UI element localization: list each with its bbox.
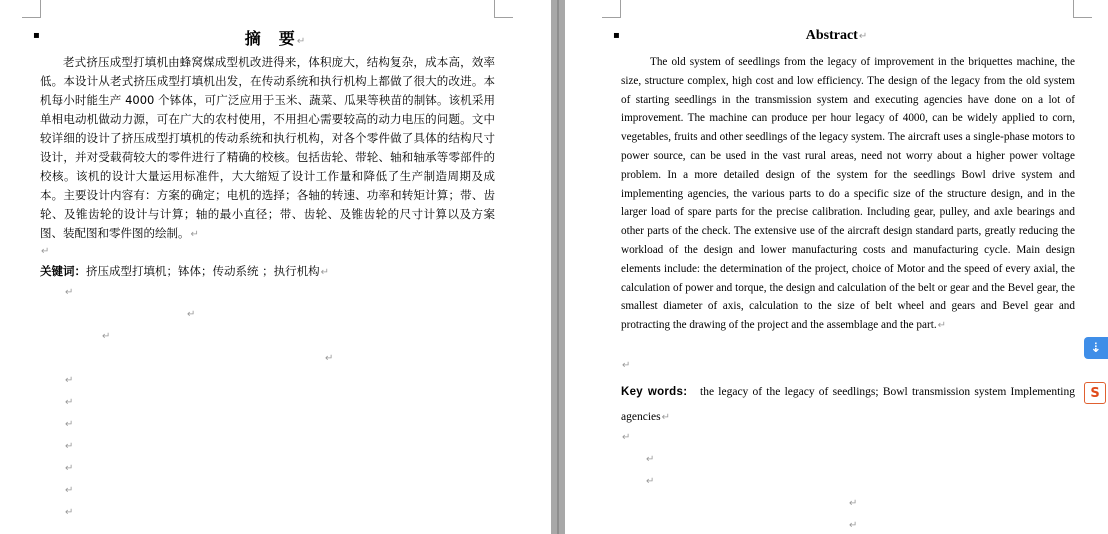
paragraph-mark-icon: ↵ <box>65 287 74 298</box>
paragraph-mark-icon: ↵ <box>646 454 655 465</box>
paragraph-mark-icon: ↵ <box>102 331 111 342</box>
paragraph-mark-icon: ↵ <box>937 320 947 332</box>
paragraph-mark-icon: ↵ <box>661 412 670 423</box>
page-gutter <box>551 0 565 534</box>
crop-mark-top-left <box>602 0 621 18</box>
crop-mark-top-right <box>1073 0 1092 18</box>
paragraph-mark-icon: ↵ <box>65 375 74 386</box>
chinese-keywords[interactable] <box>40 263 329 279</box>
scroll-down-button[interactable] <box>1084 337 1108 359</box>
paragraph-mark-icon: ↵ <box>622 432 631 443</box>
paragraph-mark-icon: ↵ <box>65 441 74 452</box>
paragraph-mark-icon: ↵ <box>858 31 868 42</box>
paragraph-mark-icon: ↵ <box>325 353 334 364</box>
list-bullet-icon: ▪ <box>33 30 40 41</box>
paragraph-mark-icon: ↵ <box>646 476 655 487</box>
sogou-s-icon: S <box>1090 385 1100 401</box>
list-bullet-icon: ▪ <box>613 30 620 41</box>
crop-mark-top-right <box>494 0 513 18</box>
left-page <box>0 0 551 534</box>
paragraph-mark-icon: ↵ <box>41 246 50 257</box>
paragraph-mark-icon: ↵ <box>849 520 858 531</box>
down-arrow-icon: ⇣ <box>1090 340 1102 356</box>
paragraph-mark-icon: ↵ <box>190 229 199 240</box>
paragraph-mark-icon: ↵ <box>65 397 74 408</box>
paragraph-mark-icon: ↵ <box>65 507 74 518</box>
paragraph-mark-icon: ↵ <box>296 36 307 47</box>
english-abstract-title[interactable]: Abstract↵ <box>805 28 868 43</box>
gutter-edge <box>557 0 559 534</box>
sogou-ime-button[interactable] <box>1084 382 1106 404</box>
keywords-text: the legacy of the legacy of seedlings; Bowl transmission system Implementing agencies <box>621 386 1076 423</box>
paragraph-mark-icon: ↵ <box>65 485 74 496</box>
paragraph-mark-icon: ↵ <box>849 498 858 509</box>
keywords-text: 挤压成型打填机；钵体；传动系统 ；执行机构 <box>86 264 320 278</box>
keywords-label: Key words: <box>621 386 688 398</box>
chinese-abstract-title[interactable]: 摘 要↵ <box>244 29 307 48</box>
paragraph-mark-icon: ↵ <box>320 267 330 278</box>
chinese-abstract-body[interactable]: 老式挤压成型打填机由蜂窝煤成型机改进得来，体积庞大，结构复杂，成本高，效率低。本设计从老式挤压成型打填机出发，在传动系统和执行机构上都做了很大的改进。本机每小时能生产 4000 个钵体，可广泛应用于玉米、蔬菜、瓜果等秧苗的制钵。该机采用单相电动机做动力源，可在广大的农村使用，不用担心需要较高的动力电压的问题。文中较详细的设计了挤压成型打填机的传动系统和执行机构，对各个零件做了具体的结构尺寸设计，并对受载荷较大的零件进行了精确的校核。包括齿轮、带轮、轴和轴承等零部件的校核。该机的设计大量运用标准件，大大缩短了设计工作量和降低了生产制造周期及成本。主要设计内容有：方案的确定；电机的选择；各轴的转速、功率和转矩计算；带、齿轮、及锥齿轮的设计与计算；轴的最小直径；带、齿轮、及锥齿轮的尺寸计算以及方案图、装配图和零件图的绘制。↵ <box>40 55 495 240</box>
paragraph-mark-icon: ↵ <box>187 309 196 320</box>
crop-mark-top-left <box>22 0 41 18</box>
paragraph-mark-icon: ↵ <box>65 463 74 474</box>
paragraph-mark-icon: ↵ <box>622 360 631 371</box>
right-page <box>565 0 1108 534</box>
english-abstract-body[interactable]: The old system of seedlings from the legacy of improvement in the briquettes machine, the size, structure complex, high cost and low efficiency. The design of the legacy from the old system of starting seedlings in the transmission system and executing agencies have done on a lot of improvement. The machine can produce per hour legacy of 4000, can be widely applied to corn, vegetables, fruits and other seedlings of the legacy system. The aircraft uses a single-phase motors to power source, can be used in the vast rural areas, need not worry about a higher power voltage problem. In a more detailed design of the system for the seedlings Bowl drive system and implementing agencies, the various parts to do a specific size of the structure design, and in the larger load of spare parts for the precise calibration. Including gear, pulley, and axle bearings and other parts of the check. The extensive use of the aircraft design standard parts, greatly reducing the workload of the design and lower manufacturing costs and manufacturing cycle. Main design elements include: the determination of the project, choice of Motor and the speed of every axial, the calculation of power and torque, the design and calculation of the belt or gear and the Bevel gear, the smallest diameter of axis, calculation to the size of belt wheel and gears and Bevel gear and protracting the drawing of the project and the assemblage and the part.↵ <box>621 56 1075 332</box>
english-keywords[interactable] <box>621 380 1075 430</box>
keywords-label: 关键词： <box>40 264 86 278</box>
paragraph-mark-icon: ↵ <box>65 419 74 430</box>
